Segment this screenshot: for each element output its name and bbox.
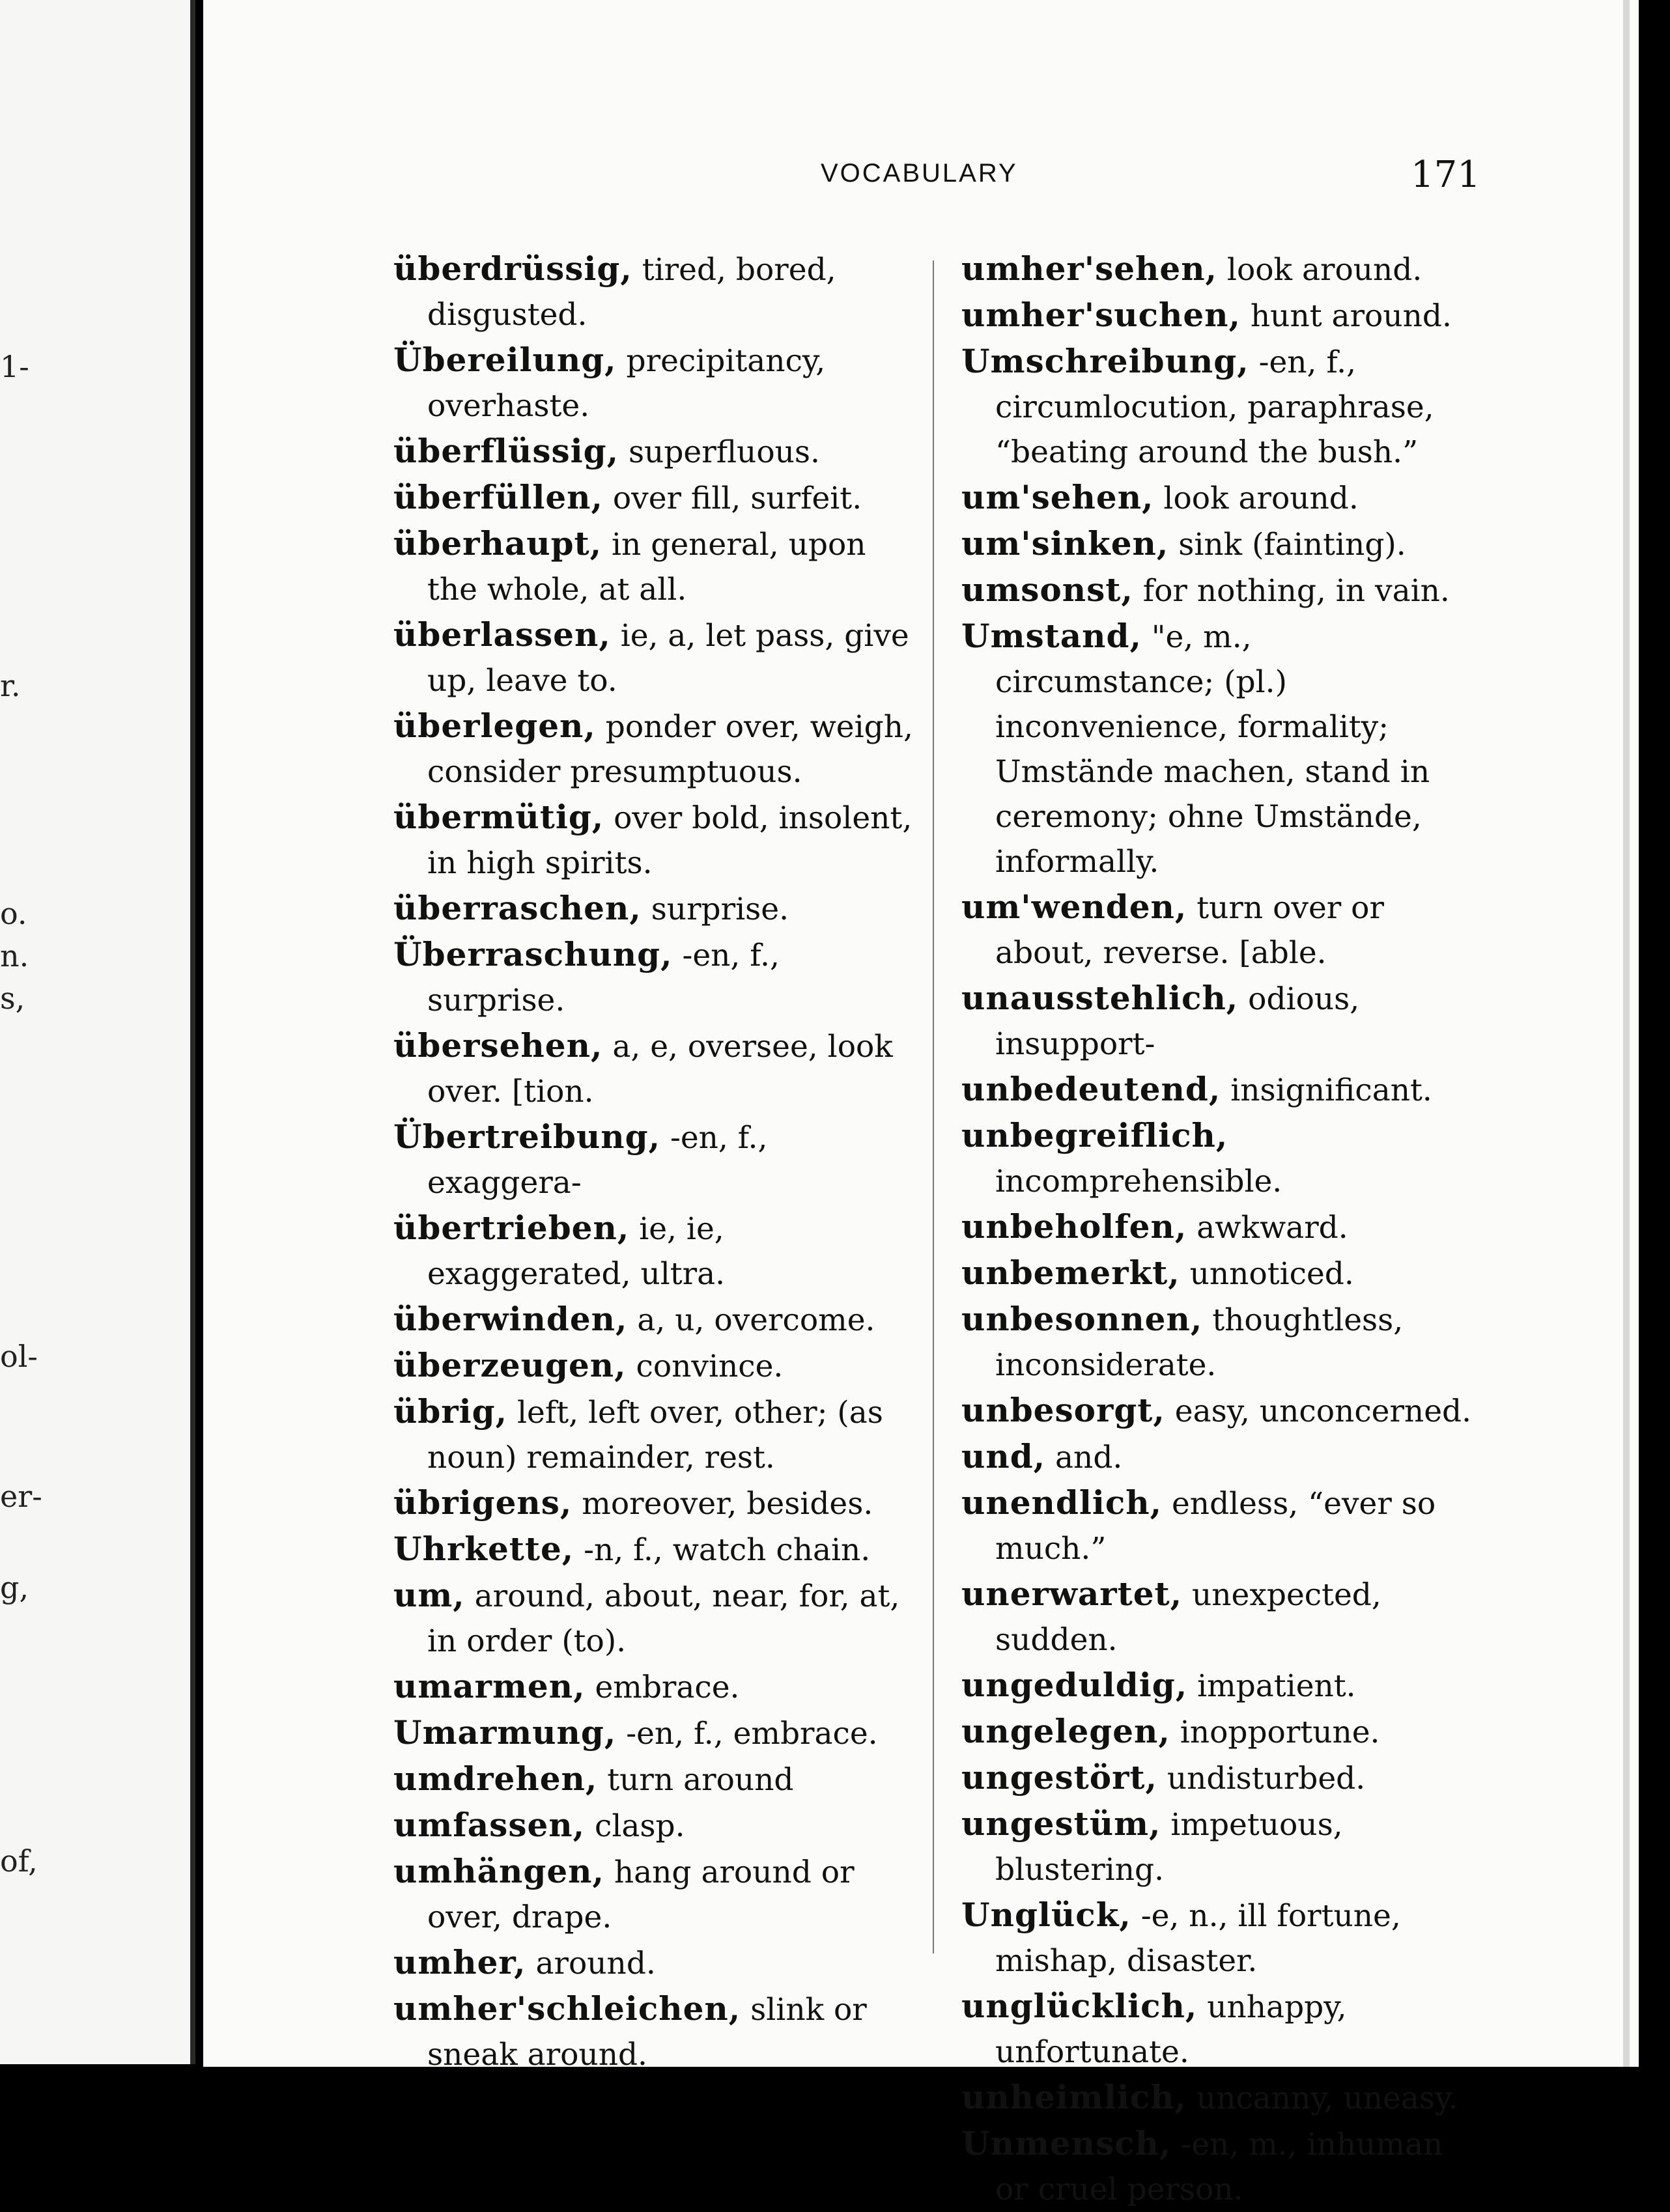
headword: um'sinken, (961, 524, 1169, 563)
vocab-entry (961, 1662, 1476, 1709)
headword: Uhrkette, (393, 1530, 574, 1568)
left-page-fragment: ol- (0, 1339, 38, 1374)
running-header: VOCABULARY (821, 159, 1018, 188)
vocab-entry (393, 1343, 914, 1389)
definition: hang around or over, drape. (427, 1855, 855, 1935)
vocab-entry (393, 1023, 914, 1114)
vocab-entry (393, 932, 914, 1023)
vocab-entry (961, 1434, 1476, 1480)
definition: undisturbed. (1167, 1761, 1366, 1797)
headword: unerwartet, (961, 1575, 1183, 1613)
headword: Übereilung, (393, 341, 617, 379)
headword: umarmen, (393, 1667, 586, 1705)
definition: ponder over, weigh, consider presumptuous. (427, 709, 913, 790)
headword: überflüssig, (393, 432, 619, 470)
headword: Umarmung, (393, 1713, 617, 1752)
vocab-entry (393, 521, 914, 612)
left-page-fragment: r. (0, 668, 21, 703)
page-edge (1630, 0, 1639, 2067)
vocab-entry (961, 1113, 1476, 1204)
headword: übersehen, (393, 1026, 603, 1065)
vocab-entry (393, 1526, 914, 1573)
vocab-entry (961, 613, 1476, 884)
definition: awkward. (1196, 1210, 1348, 1246)
headword: überraschen, (393, 889, 642, 927)
headword: übertrieben, (393, 1209, 630, 1247)
headword: Überraschung, (393, 935, 673, 973)
headword: um'sehen, (961, 478, 1154, 516)
definition: -en, f., exaggera- (427, 1120, 768, 1201)
definition: turn around (607, 1762, 794, 1798)
definition: easy, unconcerned. (1174, 1393, 1472, 1429)
vocab-entry (961, 1250, 1476, 1296)
definition: precipitancy, overhaste. (427, 343, 826, 424)
headword: überfüllen, (393, 478, 603, 516)
definition: uncanny, uneasy. (1196, 2080, 1458, 2116)
vocabulary-column-right (961, 246, 1476, 2212)
headword: um'wenden, (961, 888, 1187, 926)
vocab-entry (961, 246, 1476, 292)
definition: in general, upon the whole, at all. (427, 527, 866, 608)
headword: Übertreibung, (393, 1117, 660, 1156)
definition: tired, bored, disgusted. (427, 252, 836, 333)
definition: around. (535, 1946, 656, 1981)
definition: look around. (1226, 252, 1422, 288)
definition: -en, f., circumlocution, paraphrase, “beating around the bush.” (995, 344, 1434, 470)
vocab-entry (393, 1114, 914, 1205)
headword: Umschreibung, (961, 342, 1249, 380)
definition: clasp. (595, 1808, 685, 1844)
vocab-entry (961, 1755, 1476, 1801)
definition: surprise. (651, 891, 789, 927)
left-page-fragment: g, (0, 1570, 29, 1605)
definition: over fill, surfeit. (612, 481, 862, 516)
vocab-entry (393, 1480, 914, 1526)
headword: unbedeutend, (961, 1070, 1221, 1108)
definition: insignificant. (1230, 1072, 1432, 1108)
definition: hunt around. (1250, 298, 1452, 334)
vocab-entry (393, 1573, 914, 1664)
vocab-entry (393, 337, 914, 428)
definition: superfluous. (628, 434, 820, 470)
scan-border (1639, 0, 1670, 2067)
headword: übrigens, (393, 1483, 573, 1522)
page-number: 171 (1411, 154, 1480, 196)
headword: unbesonnen, (961, 1300, 1203, 1338)
headword: unbemerkt, (961, 1253, 1180, 1292)
vocab-entry (961, 521, 1476, 567)
vocab-entry (961, 1388, 1476, 1434)
headword: überzeugen, (393, 1346, 627, 1384)
page-edge (1623, 0, 1630, 2067)
vocab-entry (393, 1802, 914, 1849)
headword: um, (393, 1576, 465, 1614)
left-page-fragment: 1- (0, 349, 29, 384)
definition: thoughtless, inconsiderate. (995, 1302, 1404, 1383)
headword: ungestört, (961, 1758, 1157, 1797)
vocab-entry (961, 567, 1476, 613)
headword: umsonst, (961, 570, 1133, 609)
headword: ungeduldig, (961, 1666, 1188, 1704)
headword: unbesorgt, (961, 1391, 1165, 1429)
definition: a, u, overcome. (637, 1302, 875, 1338)
vocab-entry (961, 975, 1476, 1067)
vocab-entry (393, 1849, 914, 1940)
vocab-entry (961, 2075, 1476, 2121)
definition: impatient. (1197, 1668, 1356, 1704)
headword: Umstand, (961, 617, 1142, 655)
vocab-entry (393, 1756, 914, 1802)
headword: unbegreiflich, (961, 1116, 1228, 1155)
headword: überlegen, (393, 707, 596, 745)
vocab-entry (961, 292, 1476, 339)
vocab-entry (393, 1986, 914, 2077)
definition: -e, n., ill fortune, mishap, disaster. (995, 1898, 1401, 1979)
vocab-entry (393, 1205, 914, 1296)
vocab-entry (961, 1709, 1476, 1755)
headword: unendlich, (961, 1483, 1163, 1522)
definition: ie, ie, exaggerated, ultra. (427, 1211, 726, 1292)
vocab-entry (393, 475, 914, 521)
definition: -n, f., watch chain. (584, 1532, 871, 1568)
vocab-entry (393, 1389, 914, 1480)
headword: ungelegen, (961, 1712, 1170, 1750)
headword: unheimlich, (961, 2078, 1187, 2116)
definition: sink (fainting). (1178, 527, 1406, 563)
left-page-fragment: o. (0, 896, 27, 931)
vocabulary-column-left (393, 246, 914, 2077)
definition: over bold, insolent, in high spirits. (427, 800, 913, 881)
left-page-fragment: of, (0, 1843, 38, 1879)
definition: embrace. (595, 1670, 740, 1705)
vocab-entry (961, 1296, 1476, 1388)
definition: turn over or about, reverse. [able. (995, 890, 1384, 971)
definition: look around. (1163, 481, 1359, 516)
headword: Unmensch, (961, 2124, 1172, 2163)
vocab-entry (393, 428, 914, 475)
headword: überwinden, (393, 1300, 628, 1338)
column-divider (933, 260, 934, 1953)
vocab-entry (393, 886, 914, 932)
vocab-entry (961, 339, 1476, 475)
definition: convince. (636, 1349, 784, 1384)
headword: unausstehlich, (961, 979, 1239, 1017)
headword: unbeholfen, (961, 1207, 1187, 1246)
definition: unexpected, sudden. (995, 1577, 1381, 1658)
headword: umhängen, (393, 1852, 604, 1890)
definition: for nothing, in vain. (1142, 573, 1450, 609)
definition: endless, “ever so much.” (995, 1486, 1436, 1567)
definition: impetuous, blustering. (995, 1807, 1343, 1888)
vocab-entry (961, 475, 1476, 521)
vocab-entry (393, 1664, 914, 1710)
headword: umher, (393, 1943, 526, 1981)
definition: unhappy, unfortunate. (995, 1989, 1347, 2070)
vocab-entry (393, 703, 914, 794)
left-page-margin (0, 0, 195, 2064)
vocab-entry (961, 1801, 1476, 1892)
headword: übrig, (393, 1392, 508, 1431)
definition: slink or sneak around. (427, 1992, 867, 2073)
headword: umdrehen, (393, 1759, 598, 1798)
definition: -en, f., surprise. (427, 938, 780, 1018)
vocab-entry (393, 1710, 914, 1756)
vocab-entry (393, 1940, 914, 1986)
definition: a, e, oversee, look over. [tion. (427, 1029, 893, 1110)
headword: und, (961, 1437, 1046, 1476)
definition: inopportune. (1180, 1715, 1380, 1750)
definition: -en, f., embrace. (626, 1716, 878, 1752)
vocab-entry (393, 1296, 914, 1343)
headword: überdrüssig, (393, 249, 632, 288)
definition: ie, a, let pass, give up, leave to. (427, 618, 909, 699)
headword: ungestüm, (961, 1804, 1161, 1843)
vocab-entry (961, 1204, 1476, 1250)
vocab-entry (961, 1067, 1476, 1113)
definition: unnoticed. (1189, 1256, 1354, 1292)
vocab-entry (961, 1571, 1476, 1662)
definition: "e, m., circumstance; (pl.) inconvenience, formality; Umstände machen, stand in ceremony; ohne Umstände, informally. (995, 619, 1430, 880)
definition: moreover, besides. (582, 1486, 873, 1522)
headword: umher'sehen, (961, 249, 1217, 288)
left-page-fragment: s, (0, 981, 25, 1016)
vocab-entry (961, 2121, 1476, 2212)
headword: umfassen, (393, 1806, 586, 1844)
headword: überhaupt, (393, 524, 602, 563)
definition: odious, insupport- (995, 981, 1360, 1062)
definition: around, about, near, for, at, in order (to). (427, 1578, 900, 1659)
vocab-entry (393, 794, 914, 886)
vocab-entry (393, 612, 914, 703)
headword: umher'suchen, (961, 296, 1241, 334)
vocab-entry (961, 1892, 1476, 1983)
headword: überlassen, (393, 615, 611, 654)
headword: umher'schleichen, (393, 1989, 741, 2028)
left-page-fragment: er- (0, 1479, 42, 1514)
definition: left, left over, other; (as noun) remainder, rest. (427, 1395, 883, 1476)
definition: incomprehensible. (995, 1164, 1282, 1199)
vocab-entry (393, 246, 914, 337)
vocab-entry (961, 1480, 1476, 1571)
definition: -en, m., inhuman or cruel person. (995, 2127, 1443, 2207)
headword: unglücklich, (961, 1987, 1198, 2025)
headword: Unglück, (961, 1896, 1131, 1934)
left-page-fragment: n. (0, 938, 29, 973)
headword: übermütig, (393, 798, 604, 836)
vocab-entry (961, 1983, 1476, 2075)
definition: and. (1055, 1440, 1123, 1476)
vocab-entry (961, 884, 1476, 975)
